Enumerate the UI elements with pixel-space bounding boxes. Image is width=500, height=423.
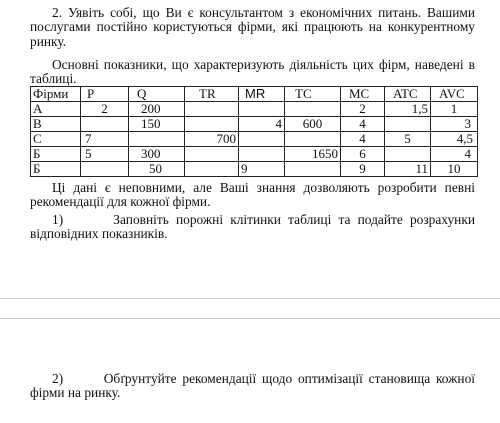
table-row bbox=[31, 102, 478, 117]
incomplete-data-paragraph: Ці дані є неповними, але Ваші знання дозволяють розробити певні рекомендації для кожної фірми. bbox=[30, 180, 475, 210]
cell-p bbox=[81, 117, 129, 132]
cell-q: 50 bbox=[129, 162, 185, 177]
cell-tc bbox=[285, 132, 341, 147]
cell-p: 7 bbox=[81, 132, 129, 147]
cell-p: 5 bbox=[81, 147, 129, 162]
cell-p: 2 bbox=[81, 102, 129, 117]
cell-avc: 1 bbox=[431, 102, 478, 117]
cell-firm: В bbox=[31, 117, 81, 132]
header-q: Q bbox=[129, 87, 185, 102]
cell-tr bbox=[185, 147, 239, 162]
cell-tc bbox=[285, 162, 341, 177]
cell-avc: 4 bbox=[431, 147, 478, 162]
table-row bbox=[31, 147, 478, 162]
cell-q: 300 bbox=[129, 147, 185, 162]
header-mr: MR bbox=[239, 87, 285, 102]
table-intro-paragraph: Основні показники, що характеризують діяльність цих фірм, наведені в таблиці. bbox=[30, 57, 475, 87]
table-header-row bbox=[31, 87, 478, 102]
cell-q: 200 bbox=[129, 102, 185, 117]
cell-avc: 10 bbox=[431, 162, 478, 177]
cell-mc: 2 bbox=[341, 102, 385, 117]
table-row bbox=[31, 162, 478, 177]
table-row bbox=[31, 117, 478, 132]
cell-tc: 600 bbox=[285, 117, 341, 132]
header-firms: Фірми bbox=[31, 87, 81, 102]
cell-mr bbox=[239, 132, 285, 147]
header-avc: AVC bbox=[431, 87, 478, 102]
cell-firm: А bbox=[31, 102, 81, 117]
cell-firm: С bbox=[31, 132, 81, 147]
cell-atc bbox=[385, 117, 431, 132]
cell-tr bbox=[185, 117, 239, 132]
intro-paragraph: 2. Уявіть собі, що Ви є консультантом з економічних питань. Вашими послугами постійно користуються фірми, які працюють на конкурентному ринку. bbox=[30, 5, 475, 49]
table-row bbox=[31, 132, 478, 147]
page-separator-bottom bbox=[0, 318, 500, 319]
firms-table bbox=[30, 86, 478, 177]
header-atc: ATC bbox=[385, 87, 431, 102]
cell-firm: Б bbox=[31, 162, 81, 177]
header-p: P bbox=[81, 87, 129, 102]
header-tr: TR bbox=[185, 87, 239, 102]
cell-avc: 4,5 bbox=[431, 132, 478, 147]
cell-atc bbox=[385, 147, 431, 162]
cell-tr bbox=[185, 102, 239, 117]
cell-atc: 5 bbox=[385, 132, 431, 147]
cell-mr: 9 bbox=[239, 162, 285, 177]
cell-atc: 11 bbox=[385, 162, 431, 177]
cell-mc: 4 bbox=[341, 117, 385, 132]
cell-tc: 1650 bbox=[285, 147, 341, 162]
cell-mr bbox=[239, 102, 285, 117]
cell-q bbox=[129, 132, 185, 147]
cell-tc bbox=[285, 102, 341, 117]
cell-avc: 3 bbox=[431, 117, 478, 132]
header-tc: TC bbox=[285, 87, 341, 102]
cell-mc: 6 bbox=[341, 147, 385, 162]
cell-q: 150 bbox=[129, 117, 185, 132]
cell-p bbox=[81, 162, 129, 177]
cell-tr bbox=[185, 162, 239, 177]
task-1-paragraph: 1) Заповніть порожні клітинки таблиці та подайте розрахунки відповідних показників. bbox=[30, 212, 475, 242]
cell-atc: 1,5 bbox=[385, 102, 431, 117]
cell-mc: 4 bbox=[341, 132, 385, 147]
cell-mr bbox=[239, 147, 285, 162]
cell-mc: 9 bbox=[341, 162, 385, 177]
cell-mr: 4 bbox=[239, 117, 285, 132]
cell-tr: 700 bbox=[185, 132, 239, 147]
header-mc: MC bbox=[341, 87, 385, 102]
cell-firm: Б bbox=[31, 147, 81, 162]
task-2-paragraph: 2) Обґрунтуйте рекомендації щодо оптимізації становища кожної фірми на ринку. bbox=[30, 371, 475, 401]
page-separator-top bbox=[0, 298, 500, 299]
